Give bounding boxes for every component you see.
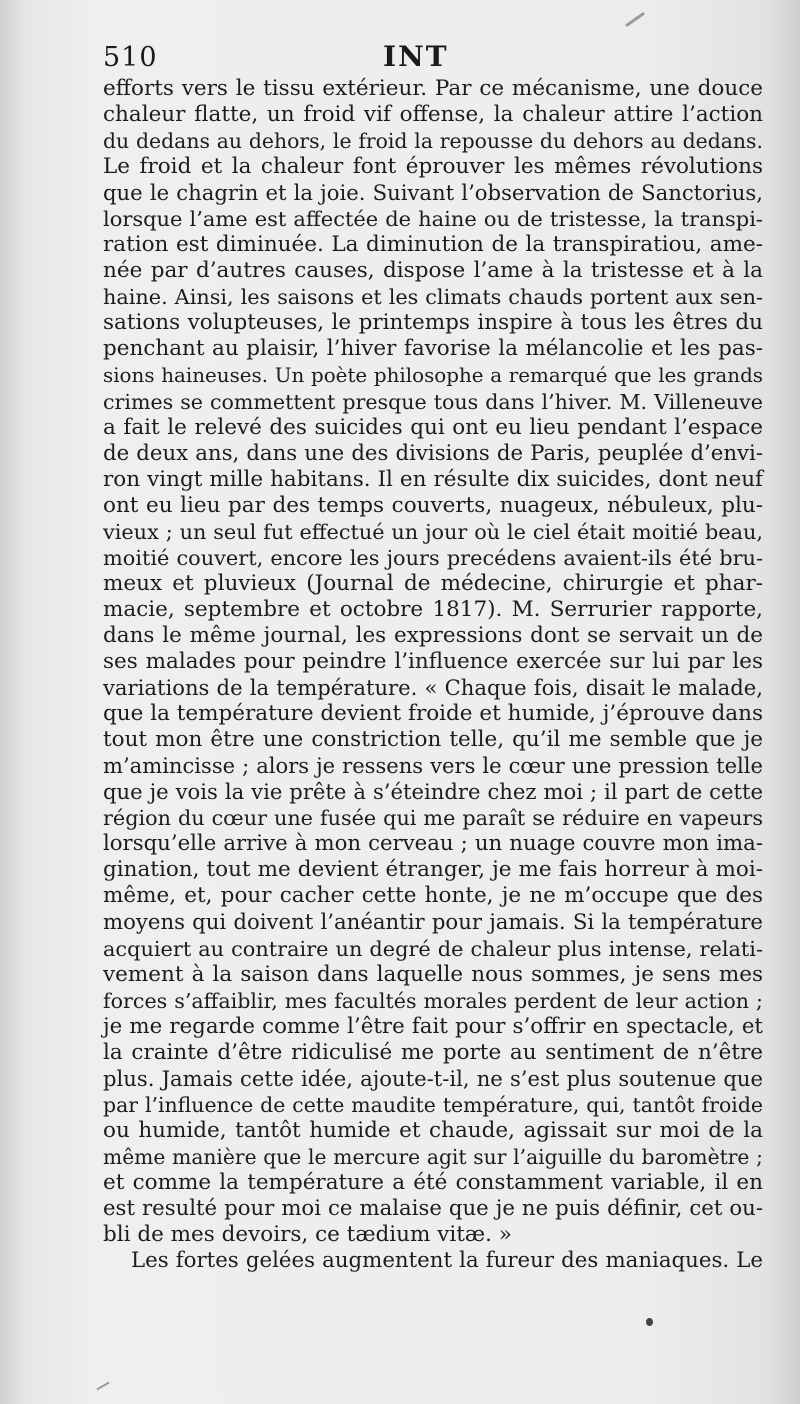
text-line: sations volupteuses, le printemps inspire à tous les êtres du	[103, 310, 763, 336]
text-line: sions haineuses. Un poète philosophe a remarqué que les grands	[103, 363, 763, 387]
text-line: est resulté pour moi ce malaise que je ne puis définir, cet ou-	[103, 1196, 763, 1222]
text-line: née par d’autres causes, dispose l’ame à la tristesse et à la	[103, 258, 763, 284]
text-line: lorsqu’elle arrive à mon cerveau ; un nuage couvre mon ima-	[103, 831, 763, 857]
page-number: 510	[103, 42, 158, 73]
text-line: de deux ans, dans une des divisions de Paris, peuplée d’envi-	[103, 440, 763, 466]
text-line: forces s’affaiblir, mes facultés morales perdent de leur action ;	[103, 988, 763, 1013]
running-head: INT	[383, 40, 449, 73]
text-line: moyens qui doivent l’anéantir pour jamais. Si la température	[103, 909, 763, 935]
text-line: lorsque l’ame est affectée de haine ou de tristesse, la transpi-	[103, 207, 763, 232]
text-line: efforts vers le tissu extérieur. Par ce mécanisme, une douce	[103, 76, 763, 101]
text-line: par l’influence de cette maudite température, qui, tantôt froide	[103, 1092, 763, 1117]
text-line: que le chagrin et la joie. Suivant l’observation de Sanctorius,	[103, 180, 763, 206]
text-line: macie, septembre et octobre 1817). M. Serrurier rapporte,	[103, 596, 763, 622]
text-line: même manière que le mercure agit sur l’aiguille du baromètre ;	[103, 1144, 763, 1169]
text-line: région du cœur une fusée qui me paraît se réduire en vapeurs	[103, 806, 763, 831]
text-line: haine. Ainsi, les saisons et les climats chauds portent aux sen-	[103, 285, 763, 310]
text-line: vement à la saison dans laquelle nous sommes, je sens mes	[103, 961, 763, 987]
text-line: crimes se commettent presque tous dans l’hiver. M. Villeneuve	[103, 389, 763, 414]
text-line: bli de mes devoirs, ce tædium vitæ. »	[103, 1222, 512, 1248]
ink-speck	[646, 1318, 653, 1326]
text-line: variations de la température. « Chaque fois, disait le malade,	[103, 675, 763, 701]
text-line: a fait le relevé des suicides qui ont eu lieu pendant l’espace	[103, 414, 763, 440]
text-line: et comme la température a été constamment variable, il en	[103, 1169, 763, 1195]
text-line: gination, tout me devient étranger, je me fais horreur à moi-	[103, 857, 763, 883]
text-line: acquiert au contraire un degré de chaleur plus intense, relati-	[103, 936, 763, 961]
text-line: que je vois la vie prête à s’éteindre chez moi ; il part de cette	[103, 779, 763, 805]
text-line: moitié couvert, encore les jours precédens avaient-ils été bru-	[103, 545, 763, 570]
text-line: je me regarde comme l’être fait pour s’offrir en spectacle, et	[103, 1013, 763, 1039]
text-line: même, et, pour cacher cette honte, je ne m’occupe que des	[103, 883, 763, 909]
text-line: tout mon être une constriction telle, qu’il me semble que je	[103, 727, 763, 753]
text-line: dans le même journal, les expressions dont se servait un de	[103, 622, 763, 648]
paragraph-start-line: Les fortes gelées augmentent la fureur des maniaques. Le	[131, 1248, 763, 1274]
text-line: meux et pluvieux (Journal de médecine, chirurgie et phar-	[103, 570, 763, 596]
body-text	[103, 76, 763, 1274]
text-line: ou humide, tantôt humide et chaude, agissait sur moi de la	[103, 1117, 763, 1143]
text-line: penchant au plaisir, l’hiver favorise la mélancolie et les pas-	[103, 336, 763, 362]
text-line: ses malades pour peindre l’influence exercée sur lui par les	[103, 649, 763, 675]
text-line: m’amincisse ; alors je ressens vers le cœur une pression telle	[103, 753, 763, 779]
text-line: ron vingt mille habitans. Il en résulte dix suicides, dont neuf	[103, 466, 763, 492]
text-line: vieux ; un seul fut effectué un jour où le ciel était moitié beau,	[103, 519, 763, 544]
text-line: ration est diminuée. La diminution de la transpiratiou, ame-	[103, 232, 763, 258]
scan-stroke-mark	[96, 1382, 109, 1391]
page-header	[103, 42, 763, 78]
text-line: que la température devient froide et humide, j’éprouve dans	[103, 701, 763, 727]
text-line: chaleur flatte, un froid vif offense, la chaleur attire l’action	[103, 102, 763, 128]
text-line: plus. Jamais cette idée, ajoute-t-il, ne s’est plus soutenue que	[103, 1065, 763, 1091]
text-line: du dedans au dehors, le froid la repousse du dehors au dedans.	[103, 129, 763, 154]
text-line: la crainte d’être ridiculisé me porte au sentiment de n’être	[103, 1039, 763, 1065]
text-line: Le froid et la chaleur font éprouver les mêmes révolutions	[103, 154, 763, 180]
scan-stroke-mark	[625, 12, 645, 27]
text-line: ont eu lieu par des temps couverts, nuageux, nébuleux, plu-	[103, 492, 763, 518]
